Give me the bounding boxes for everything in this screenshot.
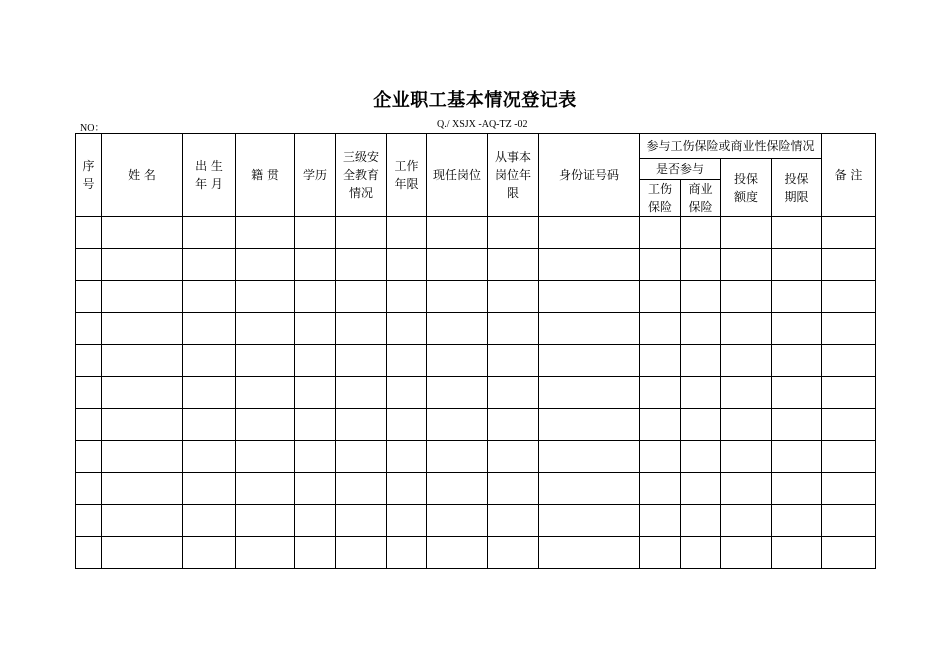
table-cell[interactable] — [721, 345, 772, 377]
table-row — [76, 217, 876, 249]
table-cell[interactable] — [640, 313, 681, 345]
table-cell[interactable] — [236, 377, 295, 409]
table-cell[interactable] — [681, 473, 721, 505]
table-row — [76, 313, 876, 345]
table-cell[interactable] — [102, 313, 183, 345]
table-cell[interactable] — [721, 441, 772, 473]
header-seq: 序号 — [76, 134, 102, 217]
table-cell[interactable] — [681, 377, 721, 409]
table-cell[interactable] — [488, 281, 539, 313]
table-cell[interactable] — [76, 409, 102, 441]
table-cell[interactable] — [236, 249, 295, 281]
table-cell[interactable] — [539, 537, 640, 569]
table-cell[interactable] — [427, 441, 488, 473]
table-cell[interactable] — [427, 409, 488, 441]
table-cell[interactable] — [640, 377, 681, 409]
table-cell[interactable] — [102, 249, 183, 281]
table-cell[interactable] — [295, 409, 336, 441]
table-cell[interactable] — [488, 249, 539, 281]
table-cell[interactable] — [539, 441, 640, 473]
table-cell[interactable] — [387, 281, 427, 313]
table-cell[interactable] — [183, 217, 236, 249]
table-cell[interactable] — [387, 217, 427, 249]
table-cell[interactable] — [822, 473, 876, 505]
table-cell[interactable] — [822, 377, 876, 409]
table-cell[interactable] — [539, 409, 640, 441]
table-cell[interactable] — [387, 313, 427, 345]
header-insured-period: 投保期限 — [772, 159, 822, 217]
table-cell[interactable] — [387, 409, 427, 441]
table-cell[interactable] — [387, 473, 427, 505]
table-cell[interactable] — [336, 217, 387, 249]
table-cell[interactable] — [336, 377, 387, 409]
table-cell[interactable] — [295, 377, 336, 409]
table-cell[interactable] — [488, 441, 539, 473]
table-cell[interactable] — [681, 537, 721, 569]
header-birth: 出 生 年 月 — [183, 134, 236, 217]
table-row — [76, 345, 876, 377]
registration-table — [75, 133, 876, 569]
table-cell[interactable] — [427, 249, 488, 281]
table-cell[interactable] — [488, 409, 539, 441]
table-cell[interactable] — [721, 473, 772, 505]
table-cell[interactable] — [387, 505, 427, 537]
table-cell[interactable] — [236, 473, 295, 505]
table-cell[interactable] — [427, 313, 488, 345]
header-current-post: 现任岗位 — [427, 134, 488, 217]
table-cell[interactable] — [681, 217, 721, 249]
document-title: 企业职工基本情况登记表 — [373, 90, 577, 111]
table-cell[interactable] — [336, 537, 387, 569]
header-origin: 籍 贯 — [236, 134, 295, 217]
table-cell[interactable] — [681, 281, 721, 313]
table-cell[interactable] — [76, 217, 102, 249]
table-cell[interactable] — [76, 345, 102, 377]
table-cell[interactable] — [102, 473, 183, 505]
table-cell[interactable] — [387, 537, 427, 569]
table-cell[interactable] — [488, 537, 539, 569]
table-cell[interactable] — [721, 249, 772, 281]
table-cell[interactable] — [772, 409, 822, 441]
table-cell[interactable] — [488, 473, 539, 505]
table-cell[interactable] — [772, 249, 822, 281]
header-work-years: 工作年限 — [387, 134, 427, 217]
table-cell[interactable] — [721, 409, 772, 441]
header-insured-amount: 投保额度 — [721, 159, 772, 217]
header-name: 姓 名 — [102, 134, 183, 217]
header-education: 学历 — [295, 134, 336, 217]
table-cell[interactable] — [721, 313, 772, 345]
table-cell[interactable] — [336, 473, 387, 505]
table-cell[interactable] — [681, 505, 721, 537]
table-cell[interactable] — [295, 217, 336, 249]
table-cell[interactable] — [183, 313, 236, 345]
table-cell[interactable] — [183, 249, 236, 281]
table-cell[interactable] — [183, 473, 236, 505]
table-cell[interactable] — [539, 377, 640, 409]
table-cell[interactable] — [183, 281, 236, 313]
table-cell[interactable] — [295, 249, 336, 281]
table-cell[interactable] — [539, 249, 640, 281]
header-safety-training: 三级安全教育情况 — [336, 134, 387, 217]
table-cell[interactable] — [183, 377, 236, 409]
table-cell[interactable] — [336, 505, 387, 537]
table-cell[interactable] — [336, 409, 387, 441]
table-cell[interactable] — [539, 345, 640, 377]
table-cell[interactable] — [102, 441, 183, 473]
table-cell[interactable] — [336, 249, 387, 281]
table-cell[interactable] — [488, 217, 539, 249]
table-cell[interactable] — [76, 537, 102, 569]
table-cell[interactable] — [183, 345, 236, 377]
table-cell[interactable] — [427, 473, 488, 505]
table-row — [76, 473, 876, 505]
header-participation: 是否参与 — [640, 159, 721, 180]
table-cell[interactable] — [236, 409, 295, 441]
table-cell[interactable] — [183, 537, 236, 569]
table-cell[interactable] — [822, 505, 876, 537]
table-cell[interactable] — [387, 345, 427, 377]
table-cell[interactable] — [295, 345, 336, 377]
table-cell[interactable] — [681, 441, 721, 473]
table-cell[interactable] — [295, 537, 336, 569]
table-cell[interactable] — [721, 505, 772, 537]
table-cell[interactable] — [640, 281, 681, 313]
table-cell[interactable] — [681, 345, 721, 377]
form-code: Q./ XSJX -AQ-TZ -02 — [437, 119, 528, 130]
table-cell[interactable] — [681, 409, 721, 441]
table-cell[interactable] — [387, 377, 427, 409]
table-cell[interactable] — [236, 345, 295, 377]
table-cell[interactable] — [539, 505, 640, 537]
table-cell[interactable] — [772, 217, 822, 249]
table-cell[interactable] — [822, 409, 876, 441]
table-cell[interactable] — [822, 441, 876, 473]
table-cell[interactable] — [822, 217, 876, 249]
table-cell[interactable] — [772, 441, 822, 473]
table-cell[interactable] — [640, 217, 681, 249]
table-cell[interactable] — [772, 537, 822, 569]
table-cell[interactable] — [336, 345, 387, 377]
table-cell[interactable] — [102, 409, 183, 441]
table-cell[interactable] — [822, 313, 876, 345]
table-cell[interactable] — [488, 505, 539, 537]
table-cell[interactable] — [539, 217, 640, 249]
table-cell[interactable] — [539, 281, 640, 313]
header-remarks: 备 注 — [822, 134, 876, 217]
table-cell[interactable] — [488, 345, 539, 377]
header-id-number: 身份证号码 — [539, 134, 640, 217]
table-cell[interactable] — [640, 537, 681, 569]
header-insurance-group: 参与工伤保险或商业性保险情况 — [640, 134, 822, 159]
table-row — [76, 249, 876, 281]
table-cell[interactable] — [822, 345, 876, 377]
table-cell[interactable] — [721, 217, 772, 249]
table-cell[interactable] — [183, 441, 236, 473]
header-commercial-insurance: 商业保险 — [681, 180, 721, 217]
table-cell[interactable] — [772, 377, 822, 409]
table-cell[interactable] — [387, 441, 427, 473]
table-cell[interactable] — [76, 441, 102, 473]
table-cell[interactable] — [681, 249, 721, 281]
table-cell[interactable] — [295, 441, 336, 473]
table-cell[interactable] — [640, 505, 681, 537]
table-cell[interactable] — [772, 313, 822, 345]
table-cell[interactable] — [295, 313, 336, 345]
table-cell[interactable] — [236, 505, 295, 537]
table-cell[interactable] — [102, 345, 183, 377]
table-cell[interactable] — [427, 281, 488, 313]
table-row — [76, 281, 876, 313]
table-cell[interactable] — [640, 473, 681, 505]
table-cell[interactable] — [336, 441, 387, 473]
table-cell[interactable] — [427, 537, 488, 569]
table-row — [76, 505, 876, 537]
table-cell[interactable] — [488, 377, 539, 409]
table-row — [76, 537, 876, 569]
header-injury-insurance: 工伤保险 — [640, 180, 681, 217]
table-cell[interactable] — [236, 441, 295, 473]
table-cell[interactable] — [427, 505, 488, 537]
table-cell[interactable] — [721, 377, 772, 409]
table-cell[interactable] — [102, 537, 183, 569]
table-cell[interactable] — [539, 313, 640, 345]
table-cell[interactable] — [76, 473, 102, 505]
table-cell[interactable] — [822, 281, 876, 313]
table-cell[interactable] — [822, 249, 876, 281]
table-cell[interactable] — [183, 505, 236, 537]
table-cell[interactable] — [539, 473, 640, 505]
table-cell[interactable] — [102, 217, 183, 249]
table-cell[interactable] — [488, 313, 539, 345]
table-cell[interactable] — [640, 409, 681, 441]
table-cell[interactable] — [295, 473, 336, 505]
table-cell[interactable] — [102, 377, 183, 409]
table-cell[interactable] — [236, 537, 295, 569]
table-cell[interactable] — [336, 313, 387, 345]
table-cell[interactable] — [76, 313, 102, 345]
table-cell[interactable] — [721, 537, 772, 569]
table-cell[interactable] — [772, 473, 822, 505]
table-cell[interactable] — [640, 441, 681, 473]
table-row — [76, 441, 876, 473]
no-label: NO： — [80, 123, 105, 134]
table-cell[interactable] — [102, 281, 183, 313]
table-cell[interactable] — [76, 281, 102, 313]
table-cell[interactable] — [427, 217, 488, 249]
table-cell[interactable] — [183, 409, 236, 441]
table-cell[interactable] — [295, 505, 336, 537]
table-cell[interactable] — [295, 281, 336, 313]
table-cell[interactable] — [640, 345, 681, 377]
table-cell[interactable] — [76, 505, 102, 537]
table-cell[interactable] — [102, 505, 183, 537]
header-post-years: 从事本岗位年限 — [488, 134, 539, 217]
table-cell[interactable] — [236, 217, 295, 249]
table-cell[interactable] — [772, 345, 822, 377]
table-row — [76, 409, 876, 441]
table-cell[interactable] — [681, 313, 721, 345]
table-cell[interactable] — [76, 377, 102, 409]
table-cell[interactable] — [236, 281, 295, 313]
table-cell[interactable] — [236, 313, 295, 345]
table-cell[interactable] — [772, 505, 822, 537]
table-cell[interactable] — [76, 249, 102, 281]
table-cell[interactable] — [387, 249, 427, 281]
table-row — [76, 377, 876, 409]
table-cell[interactable] — [721, 281, 772, 313]
table-cell[interactable] — [822, 537, 876, 569]
table-cell[interactable] — [772, 281, 822, 313]
table-cell[interactable] — [336, 281, 387, 313]
table-cell[interactable] — [427, 345, 488, 377]
table-cell[interactable] — [640, 249, 681, 281]
table-cell[interactable] — [427, 377, 488, 409]
